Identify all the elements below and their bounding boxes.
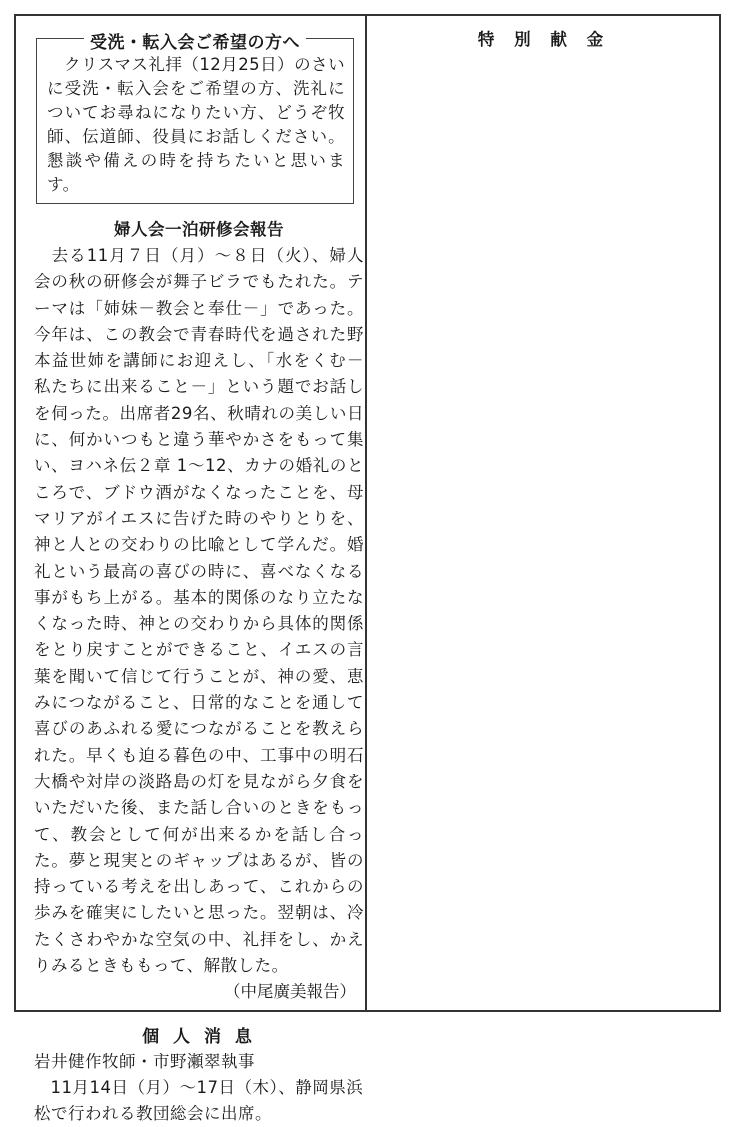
baptism-notice-title: 受洗・転入会ご希望の方へ <box>84 28 306 53</box>
left-column <box>34 16 364 1127</box>
womens-retreat-report-body: 去る11月７日（月）〜８日（火）、婦人会の秋の研修会が舞子ビラでもたれた。テーマは「姉妹－教会と奉仕－」であった。今年は、この教会で青春時代を過された野本益世姉を講師にお迎えし、「水をくむ－私たちに出来ること－」という題でお話しを伺った。出席者29名、秋晴れの美しい日に、何かいつもと違う華やかさをもって集い、ヨハネ伝２章 1〜12、カナの婚礼のところで、ブドウ酒がなくなったことを、母マリアがイエスに告げた時のやりとりを、神と人との交わりの比喩として学んだ。婚礼という最高の喜びの時に、喜べなくなる事がもち上がる。基本的関係のなり立たなくなった時、神との交わりから具体的関係をとり戻すことができること、イエスの言葉を聞いて信じて行うことが、神の愛、恵みにつながること、日常的なことを通して喜びのあふれる愛につながることを教えられた。早くも迫る暮色の中、工事中の明石大橋や対岸の淡路島の灯を見ながら夕食をいただいた後、また話し合いのときをもって、教会として何が出来るかを話し合った。夢と現実とのギャップはあるが、皆の持っている考えを出しあって、これからの歩みを確実にしたいと思った。翌朝は、冷たくさわやかな空気の中、礼拝をし、かえりみるときももって、解散した。 <box>34 246 364 976</box>
personal-news-body: 11月14日（月）〜17日（木）、静岡県浜松で行われる教団総会に出席。 <box>34 1078 364 1124</box>
baptism-notice-body: クリスマス礼拝（12月25日）のさいに受洗・転入会をご希望の方、洗礼についてお尋ねになりたい方、どうぞ牧師、伝道師、役員にお話しください。懇談や備えの時を持ちたいと思います。 <box>47 55 345 194</box>
special-offering-title: 特 別 献 金 <box>477 30 611 49</box>
womens-retreat-report-title: 婦人会一泊研修会報告 <box>114 220 284 239</box>
column-divider <box>365 16 367 1010</box>
personal-news-title: 個 人 消 息 <box>142 1027 256 1048</box>
report-credit: （中尾廣美報告） <box>224 982 356 1002</box>
baptism-notice-box <box>36 33 354 204</box>
personal-news-names: 岩井健作牧師・市野瀬翠執事 <box>34 1052 255 1072</box>
right-column <box>368 16 720 51</box>
bulletin-page <box>14 14 721 1124</box>
